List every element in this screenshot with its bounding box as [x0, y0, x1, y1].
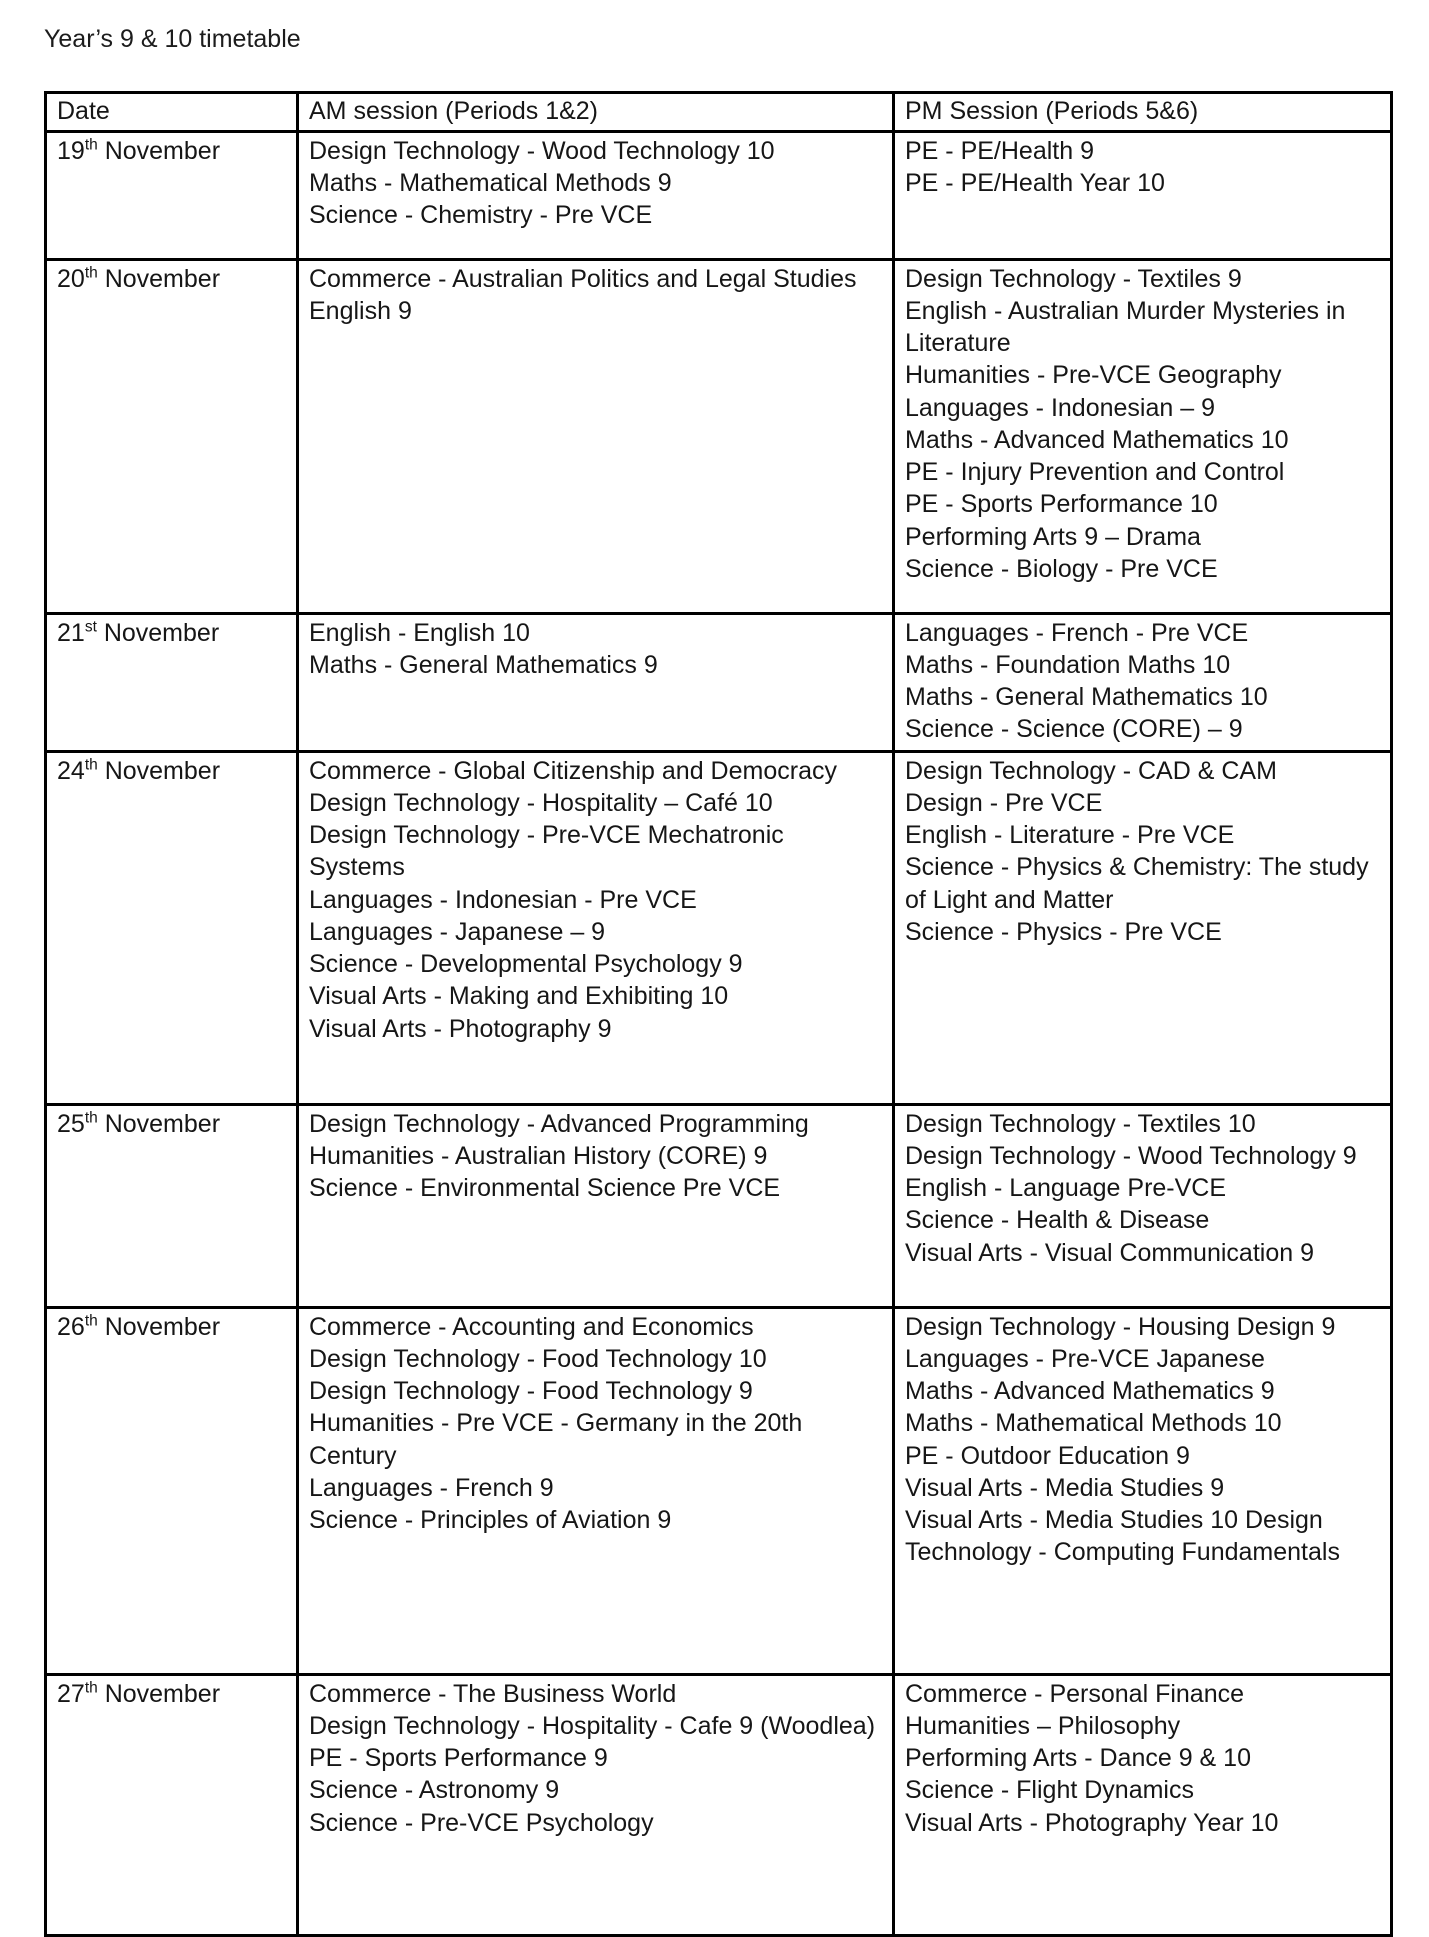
class-entry: Visual Arts - Media Studies 9: [905, 1473, 1225, 1502]
class-entry: Visual Arts - Visual Communication 9: [905, 1238, 1314, 1267]
class-entry: PE - Sports Performance 10: [905, 490, 1218, 519]
class-entry: English - Language Pre-VCE: [905, 1174, 1227, 1202]
date-month: November: [97, 756, 221, 785]
class-entry: Design Technology - Hospitality – Café 10: [309, 788, 773, 817]
date-ordinal: th: [84, 1312, 98, 1330]
am-session-cell: [298, 131, 894, 259]
table-row: [46, 259, 1392, 613]
class-entry: Humanities – Philosophy: [905, 1711, 1181, 1740]
date-day: 26: [57, 1312, 85, 1341]
class-entry: English - Australian Murder Mysteries in Literature: [905, 296, 1346, 357]
class-entry: Science - Flight Dynamics: [905, 1776, 1194, 1805]
class-entry: PE - PE/Health 9: [905, 136, 1094, 165]
class-entry: Humanities - Australian History (CORE) 9: [309, 1141, 768, 1170]
class-entry: Languages - Pre-VCE Japanese: [905, 1344, 1265, 1373]
page-title: Year’s 9 & 10 timetable: [44, 25, 301, 53]
class-entry: English 9: [309, 296, 412, 325]
class-entry: PE - Injury Prevention and Control: [905, 458, 1285, 486]
table-row: [46, 131, 1392, 259]
class-entry: Science - Chemistry - Pre VCE: [309, 201, 653, 229]
class-entry: Science - Physics - Pre VCE: [905, 917, 1222, 946]
class-entry: Design Technology - Wood Technology 10: [309, 136, 775, 165]
date-ordinal: th: [84, 756, 98, 774]
date-ordinal: th: [84, 1109, 98, 1127]
class-entry: Commerce - Accounting and Economics: [309, 1312, 754, 1341]
am-session-cell: [298, 1674, 894, 1935]
class-entry: Humanities - Pre VCE - Germany in the 20th Century: [309, 1409, 803, 1470]
am-session-cell: [298, 1104, 894, 1307]
date-day: 25: [57, 1109, 85, 1138]
header-row: [46, 93, 1392, 131]
class-entry: Science - Principles of Aviation 9: [309, 1506, 672, 1534]
class-entry: Visual Arts - Photography Year 10: [905, 1808, 1279, 1837]
class-entry: Design Technology - Pre-VCE Mechatronic Systems: [309, 821, 784, 882]
date-ordinal: th: [84, 1679, 98, 1697]
date-ordinal: th: [84, 136, 98, 154]
class-entry: Science - Health & Disease: [905, 1206, 1210, 1235]
am-session-cell: [298, 751, 894, 1104]
date-month: November: [96, 618, 220, 647]
pm-session-cell: [894, 1104, 1392, 1307]
class-entry: PE - Outdoor Education 9: [905, 1441, 1190, 1470]
class-entry: Languages - Japanese – 9: [309, 917, 606, 946]
class-entry: PE - PE/Health Year 10: [905, 168, 1165, 197]
pm-session-cell: [894, 751, 1392, 1104]
class-entry: Maths - Mathematical Methods 9: [309, 168, 672, 197]
date-cell: [46, 131, 298, 259]
class-entry: English - English 10: [309, 618, 530, 647]
class-entry: Maths - Advanced Mathematics 10: [905, 425, 1289, 454]
class-entry: Design Technology - Wood Technology 9: [905, 1141, 1357, 1170]
class-entry: Commerce - Australian Politics and Legal Studies: [309, 264, 857, 293]
pm-session-cell: [894, 131, 1392, 259]
date-cell: [46, 1307, 298, 1674]
class-entry: Science - Pre-VCE Psychology: [309, 1808, 654, 1837]
class-entry: Languages - Indonesian – 9: [905, 393, 1215, 422]
class-entry: Commerce - Personal Finance: [905, 1679, 1245, 1708]
class-entry: Science - Biology - Pre VCE: [905, 554, 1218, 583]
class-entry: Maths - Advanced Mathematics 9: [905, 1377, 1275, 1405]
class-entry: Languages - French - Pre VCE: [905, 618, 1249, 647]
date-cell: [46, 1104, 298, 1307]
date-cell: [46, 1674, 298, 1935]
class-entry: Science - Developmental Psychology 9: [309, 950, 743, 978]
class-entry: Design - Pre VCE: [905, 788, 1103, 817]
class-entry: Humanities - Pre-VCE Geography: [905, 361, 1282, 390]
table-row: [46, 1104, 1392, 1307]
date-day: 24: [57, 756, 85, 785]
class-entry: Design Technology - Food Technology 9: [309, 1377, 753, 1405]
class-entry: Performing Arts 9 – Drama: [905, 522, 1201, 551]
date-month: November: [97, 264, 221, 293]
class-entry: Design Technology - CAD & CAM: [905, 756, 1277, 785]
pm-session-cell: [894, 1307, 1392, 1674]
header-pm-session: PM Session (Periods 5&6): [894, 93, 1392, 131]
class-entry: Maths - General Mathematics 10: [905, 683, 1268, 711]
pm-session-cell: [894, 613, 1392, 751]
class-entry: Design Technology - Food Technology 10: [309, 1344, 767, 1373]
am-session-cell: [298, 259, 894, 613]
class-entry: Design Technology - Advanced Programming: [309, 1109, 809, 1138]
timetable-header: [46, 93, 1392, 131]
class-entry: Visual Arts - Media Studies 10 Design Technology - Computing Fundamentals: [905, 1506, 1340, 1567]
class-entry: Maths - Foundation Maths 10: [905, 650, 1231, 679]
date-cell: [46, 613, 298, 751]
date-day: 19: [57, 136, 85, 165]
am-session-cell: [298, 1307, 894, 1674]
pm-session-cell: [894, 1674, 1392, 1935]
table-row: [46, 751, 1392, 1104]
class-entry: Design Technology - Hospitality - Cafe 9 (Woodlea): [309, 1711, 876, 1740]
class-entry: Maths - Mathematical Methods 10: [905, 1409, 1282, 1438]
table-row: [46, 1674, 1392, 1935]
table-row: [46, 1307, 1392, 1674]
class-entry: PE - Sports Performance 9: [309, 1744, 608, 1772]
date-ordinal: th: [84, 264, 98, 282]
class-entry: Performing Arts - Dance 9 & 10: [905, 1744, 1251, 1772]
class-entry: Visual Arts - Photography 9: [309, 1014, 612, 1043]
class-entry: Science - Science (CORE) – 9: [905, 715, 1243, 744]
class-entry: Commerce - The Business World: [309, 1679, 677, 1708]
table-row: [46, 613, 1392, 751]
date-day: 27: [57, 1679, 85, 1708]
date-ordinal: st: [84, 618, 97, 636]
class-entry: Commerce - Global Citizenship and Democracy: [309, 756, 837, 785]
am-session-cell: [298, 613, 894, 751]
timetable-table: [44, 91, 1393, 1936]
date-day: 20: [57, 264, 85, 293]
header-date: Date: [46, 93, 298, 131]
date-cell: [46, 259, 298, 613]
date-month: November: [97, 1679, 221, 1708]
class-entry: Design Technology - Textiles 10: [905, 1109, 1256, 1138]
class-entry: Maths - General Mathematics 9: [309, 650, 658, 679]
class-entry: Languages - French 9: [309, 1473, 554, 1502]
class-entry: Science - Physics & Chemistry: The study of Light and Matter: [905, 853, 1369, 914]
date-month: November: [97, 136, 221, 165]
class-entry: English - Literature - Pre VCE: [905, 821, 1235, 849]
date-month: November: [97, 1109, 221, 1138]
date-cell: [46, 751, 298, 1104]
class-entry: Science - Astronomy 9: [309, 1776, 560, 1805]
pm-session-cell: [894, 259, 1392, 613]
header-am-session: AM session (Periods 1&2): [298, 93, 894, 131]
date-month: November: [97, 1312, 221, 1341]
class-entry: Design Technology - Textiles 9: [905, 264, 1242, 293]
date-day: 21: [57, 618, 85, 647]
timetable-body: [46, 131, 1392, 1935]
class-entry: Languages - Indonesian - Pre VCE: [309, 885, 697, 914]
class-entry: Visual Arts - Making and Exhibiting 10: [309, 982, 729, 1011]
class-entry: Science - Environmental Science Pre VCE: [309, 1174, 781, 1202]
class-entry: Design Technology - Housing Design 9: [905, 1312, 1336, 1341]
